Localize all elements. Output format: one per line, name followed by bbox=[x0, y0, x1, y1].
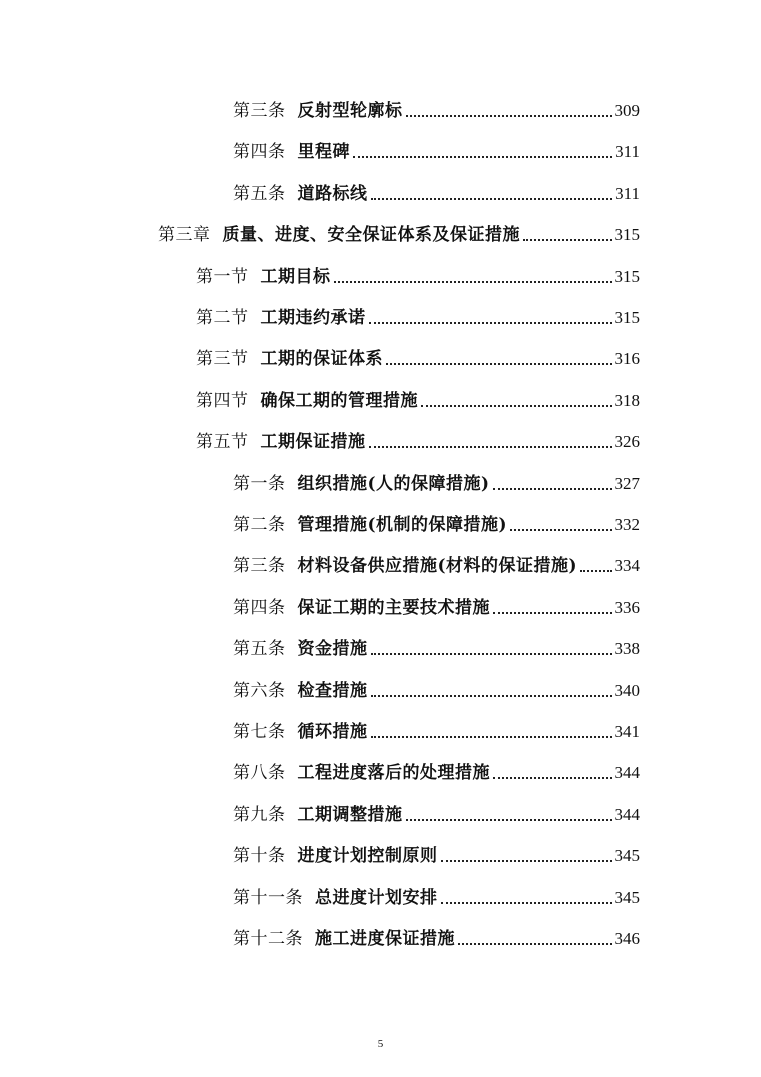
dot-leader bbox=[406, 115, 612, 117]
toc-entry-page: 346 bbox=[614, 929, 640, 948]
toc-entry-page: 341 bbox=[614, 722, 640, 741]
toc-entry-number: 第四节 bbox=[196, 390, 249, 411]
toc-entry-page: 316 bbox=[614, 349, 640, 369]
toc-entry-number: 第二节 bbox=[196, 308, 249, 328]
toc-entry-page: 336 bbox=[614, 597, 640, 617]
toc-entry-title: 管理措施(机制的保障措施) bbox=[297, 515, 508, 535]
toc-entry[interactable] bbox=[233, 879, 640, 909]
toc-entry-page: 311 bbox=[615, 183, 640, 203]
toc-entry[interactable] bbox=[233, 133, 640, 163]
toc-entry-number: 第五节 bbox=[196, 432, 249, 453]
toc-entry[interactable] bbox=[233, 175, 640, 205]
toc-entry-page: 315 bbox=[614, 308, 640, 327]
toc-entry-page: 315 bbox=[614, 225, 640, 245]
toc-entry[interactable] bbox=[233, 837, 640, 867]
dot-leader bbox=[493, 488, 612, 490]
dot-leader bbox=[510, 529, 611, 531]
toc-entry-page: 340 bbox=[614, 680, 640, 700]
toc-entry[interactable] bbox=[233, 465, 640, 495]
toc-entry-number: 第四条 bbox=[233, 142, 286, 163]
toc-entry-title: 进度计划控制原则 bbox=[297, 846, 438, 867]
toc-entry[interactable] bbox=[233, 506, 640, 536]
toc-entry-page: 345 bbox=[614, 846, 640, 866]
dot-leader bbox=[371, 198, 613, 200]
toc-entry-number: 第五条 bbox=[233, 183, 286, 204]
toc-entry-title: 确保工期的管理措施 bbox=[260, 390, 418, 411]
toc-entry-title: 保证工期的主要技术措施 bbox=[297, 597, 490, 618]
toc-entry-page: 338 bbox=[614, 639, 640, 659]
toc-entry-title: 总进度计划安排 bbox=[315, 887, 438, 908]
toc-entry-number: 第九条 bbox=[233, 804, 286, 825]
toc-entry-page: 334 bbox=[614, 556, 640, 576]
toc-entry-number: 第二条 bbox=[233, 515, 286, 535]
toc-entry-title: 检查措施 bbox=[297, 680, 368, 701]
page-number: 5 bbox=[377, 1038, 384, 1050]
dot-leader bbox=[371, 736, 612, 738]
dot-leader bbox=[371, 695, 612, 697]
toc-entry-title: 资金措施 bbox=[297, 639, 368, 660]
toc-entry-title: 循环措施 bbox=[297, 722, 368, 742]
toc-entry-title: 工期的保证体系 bbox=[260, 349, 383, 370]
toc-entry-number: 第六条 bbox=[233, 680, 286, 701]
dot-leader bbox=[334, 281, 612, 283]
dot-leader bbox=[386, 363, 612, 365]
toc-entry-title: 组织措施(人的保障措施) bbox=[297, 473, 490, 494]
toc-entry-title: 材料设备供应措施(材料的保证措施) bbox=[297, 556, 578, 577]
toc-entry[interactable] bbox=[233, 630, 640, 660]
toc-entry-number: 第十一条 bbox=[233, 887, 303, 908]
dot-leader bbox=[369, 322, 612, 324]
dot-leader bbox=[371, 653, 612, 655]
dot-leader bbox=[353, 156, 612, 158]
toc-entry-page: 327 bbox=[614, 473, 640, 493]
dot-leader bbox=[441, 860, 612, 862]
toc-entry[interactable] bbox=[196, 340, 640, 370]
toc-entry[interactable] bbox=[233, 713, 640, 743]
toc-entry[interactable] bbox=[196, 258, 640, 288]
toc-entry-number: 第三条 bbox=[233, 556, 286, 577]
toc-entry-number: 第三章 bbox=[158, 225, 211, 246]
toc-entry-number: 第三节 bbox=[196, 349, 249, 370]
dot-leader bbox=[421, 405, 612, 407]
toc-entry-page: 344 bbox=[614, 804, 640, 824]
toc-entry[interactable] bbox=[233, 672, 640, 702]
dot-leader bbox=[523, 239, 612, 241]
toc-entry-title: 工期违约承诺 bbox=[260, 308, 366, 328]
toc-entry-page: 344 bbox=[614, 763, 640, 783]
toc-entry-page: 345 bbox=[614, 887, 640, 907]
toc-entry-page: 332 bbox=[614, 515, 640, 534]
dot-leader bbox=[406, 819, 612, 821]
toc-entry-number: 第七条 bbox=[233, 722, 286, 742]
toc-entry-number: 第八条 bbox=[233, 763, 286, 784]
toc-entry-number: 第五条 bbox=[233, 639, 286, 660]
toc-entry-title: 工期目标 bbox=[260, 266, 331, 287]
toc-entry-title: 反射型轮廓标 bbox=[297, 101, 403, 121]
toc-entry[interactable] bbox=[233, 796, 640, 826]
toc-entry[interactable] bbox=[196, 382, 640, 412]
toc-entry-title: 工期保证措施 bbox=[260, 432, 366, 453]
dot-leader bbox=[369, 446, 612, 448]
toc-entry[interactable] bbox=[233, 920, 640, 950]
toc-entry[interactable] bbox=[233, 754, 640, 784]
toc-entry-title: 道路标线 bbox=[297, 183, 368, 204]
toc-entry-page: 326 bbox=[614, 432, 640, 452]
toc-entry-number: 第四条 bbox=[233, 597, 286, 618]
toc-entry[interactable] bbox=[233, 547, 640, 577]
toc-entry-number: 第一条 bbox=[233, 473, 286, 494]
toc-entry-number: 第三条 bbox=[233, 101, 286, 121]
toc-entry-page: 315 bbox=[614, 266, 640, 286]
toc-entry[interactable] bbox=[196, 423, 640, 453]
dot-leader bbox=[580, 570, 611, 572]
toc-entry[interactable] bbox=[233, 92, 640, 122]
toc-entry[interactable] bbox=[233, 589, 640, 619]
dot-leader bbox=[493, 777, 612, 779]
toc-entry-page: 318 bbox=[614, 390, 640, 410]
toc-entry-number: 第十二条 bbox=[233, 929, 303, 949]
toc-entry-title: 工期调整措施 bbox=[297, 804, 403, 825]
toc-entry-number: 第一节 bbox=[196, 266, 249, 287]
toc-entry-title: 质量、进度、安全保证体系及保证措施 bbox=[222, 225, 520, 246]
toc-entry-page: 311 bbox=[615, 142, 640, 162]
toc-entry-number: 第十条 bbox=[233, 846, 286, 867]
toc-entry-title: 里程碑 bbox=[297, 142, 350, 163]
dot-leader bbox=[441, 902, 612, 904]
toc-entry-page: 309 bbox=[614, 101, 640, 120]
toc-entry-title: 施工进度保证措施 bbox=[315, 929, 455, 949]
toc-entry[interactable] bbox=[196, 299, 640, 329]
dot-leader bbox=[458, 943, 612, 945]
toc-entry-title: 工程进度落后的处理措施 bbox=[297, 763, 490, 784]
dot-leader bbox=[493, 612, 612, 614]
toc-entry[interactable] bbox=[158, 216, 640, 246]
